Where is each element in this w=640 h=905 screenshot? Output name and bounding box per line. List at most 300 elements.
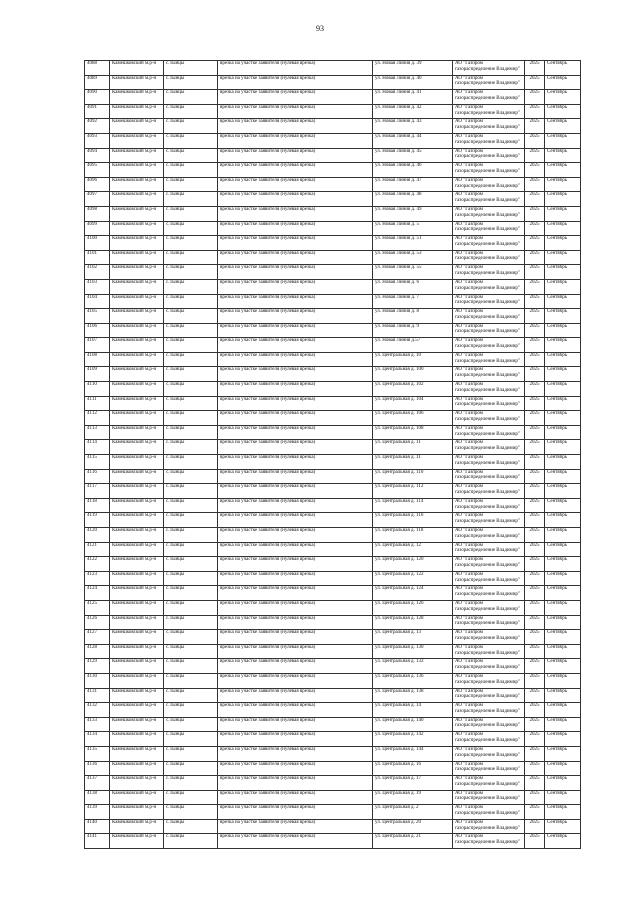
- row-number-cell: 4140: [85, 819, 110, 834]
- year-cell: 2025: [525, 133, 545, 148]
- address-cell: ул. Центральная д. 11: [373, 455, 453, 470]
- village-cell: с.Тынцы: [164, 382, 218, 397]
- district-cell: Камешковский м.р-н: [110, 498, 164, 513]
- month-cell: Сентябрь: [545, 600, 581, 615]
- address-cell: ул. Центральная д. 138: [373, 688, 453, 703]
- organization-cell: АО "Газпром газораспределение Владимир": [453, 294, 525, 309]
- table-row: [85, 396, 581, 411]
- address-cell: ул. Новая Линия д. 6: [373, 279, 453, 294]
- organization-cell: АО "Газпром газораспределение Владимир": [453, 703, 525, 718]
- address-cell: ул. Центральная д. 108: [373, 425, 453, 440]
- village-cell: с.Тынцы: [164, 513, 218, 528]
- village-cell: с.Тынцы: [164, 528, 218, 543]
- month-cell: Сентябрь: [545, 221, 581, 236]
- year-cell: 2025: [525, 411, 545, 426]
- year-cell: 2025: [525, 119, 545, 134]
- month-cell: Сентябрь: [545, 90, 581, 105]
- table-row: [85, 177, 581, 192]
- table-row: [85, 279, 581, 294]
- work-type-cell: врезка на участке заявителя (нулевая врезка): [218, 367, 373, 382]
- row-number-cell: 4127: [85, 630, 110, 645]
- row-number-cell: 4090: [85, 90, 110, 105]
- work-type-cell: врезка на участке заявителя (нулевая врезка): [218, 206, 373, 221]
- table-row: [85, 761, 581, 776]
- year-cell: 2025: [525, 90, 545, 105]
- year-cell: 2025: [525, 630, 545, 645]
- village-cell: с.Тынцы: [164, 586, 218, 601]
- address-cell: ул. Центральная д. 2: [373, 805, 453, 820]
- address-cell: ул. Центральная д. 128: [373, 615, 453, 630]
- village-cell: с.Тынцы: [164, 279, 218, 294]
- table-row: [85, 309, 581, 324]
- district-cell: Камешковский м.р-н: [110, 717, 164, 732]
- row-number-cell: 4123: [85, 571, 110, 586]
- month-cell: Сентябрь: [545, 484, 581, 499]
- table-row: [85, 484, 581, 499]
- month-cell: Сентябрь: [545, 557, 581, 572]
- month-cell: Сентябрь: [545, 206, 581, 221]
- table-row: [85, 61, 581, 76]
- year-cell: 2025: [525, 250, 545, 265]
- table-row: [85, 834, 581, 849]
- village-cell: с.Тынцы: [164, 644, 218, 659]
- year-cell: 2025: [525, 498, 545, 513]
- village-cell: с.Тынцы: [164, 790, 218, 805]
- table-row: [85, 513, 581, 528]
- organization-cell: АО "Газпром газораспределение Владимир": [453, 805, 525, 820]
- work-type-cell: врезка на участке заявителя (нулевая врезка): [218, 323, 373, 338]
- work-type-cell: врезка на участке заявителя (нулевая врезка): [218, 717, 373, 732]
- organization-cell: АО "Газпром газораспределение Владимир": [453, 746, 525, 761]
- month-cell: Сентябрь: [545, 119, 581, 134]
- organization-cell: АО "Газпром газораспределение Владимир": [453, 192, 525, 207]
- table-row: [85, 528, 581, 543]
- table-row: [85, 221, 581, 236]
- year-cell: 2025: [525, 528, 545, 543]
- row-number-cell: 4135: [85, 746, 110, 761]
- district-cell: Камешковский м.р-н: [110, 279, 164, 294]
- work-type-cell: врезка на участке заявителя (нулевая врезка): [218, 425, 373, 440]
- address-cell: ул. Центральная д. 12: [373, 542, 453, 557]
- year-cell: 2025: [525, 703, 545, 718]
- year-cell: 2025: [525, 761, 545, 776]
- organization-cell: АО "Газпром газораспределение Владимир": [453, 528, 525, 543]
- table-row: [85, 790, 581, 805]
- month-cell: Сентябрь: [545, 790, 581, 805]
- organization-cell: АО "Газпром газораспределение Владимир": [453, 630, 525, 645]
- year-cell: 2025: [525, 790, 545, 805]
- work-type-cell: врезка на участке заявителя (нулевая врезка): [218, 119, 373, 134]
- year-cell: 2025: [525, 367, 545, 382]
- month-cell: Сентябрь: [545, 61, 581, 76]
- address-cell: ул. Новая Линия д. 41: [373, 90, 453, 105]
- organization-cell: АО "Газпром газораспределение Владимир": [453, 279, 525, 294]
- row-number-cell: 4106: [85, 323, 110, 338]
- address-cell: ул. Центральная д. 110: [373, 469, 453, 484]
- month-cell: Сентябрь: [545, 688, 581, 703]
- address-cell: ул. Центральная д. 116: [373, 513, 453, 528]
- address-cell: ул. Центральная д. 19: [373, 790, 453, 805]
- district-cell: Камешковский м.р-н: [110, 75, 164, 90]
- district-cell: Камешковский м.р-н: [110, 440, 164, 455]
- table-row: [85, 659, 581, 674]
- organization-cell: АО "Газпром газораспределение Владимир": [453, 148, 525, 163]
- row-number-cell: 4108: [85, 352, 110, 367]
- month-cell: Сентябрь: [545, 528, 581, 543]
- row-number-cell: 4092: [85, 119, 110, 134]
- organization-cell: АО "Газпром газораспределение Владимир": [453, 659, 525, 674]
- address-cell: ул. Центральная д. 13: [373, 630, 453, 645]
- organization-cell: АО "Газпром газораспределение Владимир": [453, 265, 525, 280]
- month-cell: Сентябрь: [545, 250, 581, 265]
- year-cell: 2025: [525, 338, 545, 353]
- address-cell: ул. Центральная д. 140: [373, 717, 453, 732]
- address-cell: ул. Новая Линия д. 48: [373, 192, 453, 207]
- work-type-cell: врезка на участке заявителя (нулевая врезка): [218, 834, 373, 849]
- district-cell: Камешковский м.р-н: [110, 119, 164, 134]
- village-cell: с.Тынцы: [164, 338, 218, 353]
- address-cell: ул. Центральная д. 21: [373, 834, 453, 849]
- village-cell: с.Тынцы: [164, 703, 218, 718]
- district-cell: Камешковский м.р-н: [110, 557, 164, 572]
- work-type-cell: врезка на участке заявителя (нулевая врезка): [218, 513, 373, 528]
- village-cell: с.Тынцы: [164, 236, 218, 251]
- table-row: [85, 411, 581, 426]
- village-cell: с.Тынцы: [164, 746, 218, 761]
- village-cell: с.Тынцы: [164, 571, 218, 586]
- month-cell: Сентябрь: [545, 279, 581, 294]
- village-cell: с.Тынцы: [164, 673, 218, 688]
- address-cell: ул. Центральная д. 16: [373, 761, 453, 776]
- work-type-cell: врезка на участке заявителя (нулевая врезка): [218, 236, 373, 251]
- organization-cell: АО "Газпром газораспределение Владимир": [453, 75, 525, 90]
- organization-cell: АО "Газпром газораспределение Владимир": [453, 425, 525, 440]
- row-number-cell: 4091: [85, 104, 110, 119]
- month-cell: Сентябрь: [545, 309, 581, 324]
- month-cell: Сентябрь: [545, 192, 581, 207]
- organization-cell: АО "Газпром газораспределение Владимир": [453, 396, 525, 411]
- row-number-cell: 4094: [85, 148, 110, 163]
- address-cell: ул. Центральная д. 20: [373, 819, 453, 834]
- organization-cell: АО "Газпром газораспределение Владимир": [453, 469, 525, 484]
- village-cell: с.Тынцы: [164, 61, 218, 76]
- address-cell: ул. Новая Линия д. 42: [373, 104, 453, 119]
- row-number-cell: 4104: [85, 294, 110, 309]
- month-cell: Сентябрь: [545, 265, 581, 280]
- address-cell: ул. Центральная д. 10: [373, 352, 453, 367]
- work-type-cell: врезка на участке заявителя (нулевая врезка): [218, 528, 373, 543]
- district-cell: Камешковский м.р-н: [110, 367, 164, 382]
- row-number-cell: 4114: [85, 440, 110, 455]
- work-type-cell: врезка на участке заявителя (нулевая врезка): [218, 644, 373, 659]
- district-cell: Камешковский м.р-н: [110, 761, 164, 776]
- address-cell: ул. Новая Линия д. 51: [373, 236, 453, 251]
- district-cell: Камешковский м.р-н: [110, 294, 164, 309]
- year-cell: 2025: [525, 469, 545, 484]
- village-cell: с.Тынцы: [164, 265, 218, 280]
- organization-cell: АО "Газпром газораспределение Владимир": [453, 309, 525, 324]
- work-type-cell: врезка на участке заявителя (нулевая врезка): [218, 352, 373, 367]
- organization-cell: АО "Газпром газораспределение Владимир": [453, 177, 525, 192]
- row-number-cell: 4136: [85, 761, 110, 776]
- row-number-cell: 4093: [85, 133, 110, 148]
- month-cell: Сентябрь: [545, 367, 581, 382]
- address-cell: ул. Центральная д. 11: [373, 440, 453, 455]
- district-cell: Камешковский м.р-н: [110, 644, 164, 659]
- organization-cell: АО "Газпром газораспределение Владимир": [453, 688, 525, 703]
- work-type-cell: врезка на участке заявителя (нулевая врезка): [218, 177, 373, 192]
- district-cell: Камешковский м.р-н: [110, 571, 164, 586]
- row-number-cell: 4105: [85, 309, 110, 324]
- month-cell: Сентябрь: [545, 148, 581, 163]
- row-number-cell: 4101: [85, 250, 110, 265]
- organization-cell: АО "Газпром газораспределение Владимир": [453, 236, 525, 251]
- address-cell: ул. Центральная д. 124: [373, 586, 453, 601]
- district-cell: Камешковский м.р-н: [110, 819, 164, 834]
- address-cell: ул. Новая Линия д. 47: [373, 177, 453, 192]
- address-cell: ул. Центральная д. 114: [373, 498, 453, 513]
- row-number-cell: 4103: [85, 279, 110, 294]
- month-cell: Сентябрь: [545, 703, 581, 718]
- table-row: [85, 425, 581, 440]
- table-row: [85, 148, 581, 163]
- year-cell: 2025: [525, 557, 545, 572]
- address-cell: ул. Новая Линия д. 5: [373, 221, 453, 236]
- village-cell: с.Тынцы: [164, 250, 218, 265]
- work-type-cell: врезка на участке заявителя (нулевая врезка): [218, 688, 373, 703]
- village-cell: с.Тынцы: [164, 761, 218, 776]
- address-cell: ул. Центральная д. 120: [373, 557, 453, 572]
- row-number-cell: 4107: [85, 338, 110, 353]
- year-cell: 2025: [525, 542, 545, 557]
- organization-cell: АО "Газпром газораспределение Владимир": [453, 615, 525, 630]
- month-cell: Сентябрь: [545, 644, 581, 659]
- year-cell: 2025: [525, 221, 545, 236]
- district-cell: Камешковский м.р-н: [110, 513, 164, 528]
- month-cell: Сентябрь: [545, 294, 581, 309]
- village-cell: с.Тынцы: [164, 221, 218, 236]
- year-cell: 2025: [525, 104, 545, 119]
- row-number-cell: 4130: [85, 673, 110, 688]
- district-cell: Камешковский м.р-н: [110, 411, 164, 426]
- address-cell: ул. Центральная д. 104: [373, 396, 453, 411]
- table-row: [85, 688, 581, 703]
- year-cell: 2025: [525, 396, 545, 411]
- address-cell: ул. Новая Линия д. 39: [373, 61, 453, 76]
- village-cell: с.Тынцы: [164, 192, 218, 207]
- year-cell: 2025: [525, 673, 545, 688]
- address-cell: ул. Новая Линия д. 43: [373, 119, 453, 134]
- table-row: [85, 133, 581, 148]
- district-cell: Камешковский м.р-н: [110, 104, 164, 119]
- organization-cell: АО "Газпром газораспределение Владимир": [453, 119, 525, 134]
- table-row: [85, 673, 581, 688]
- district-cell: Камешковский м.р-н: [110, 309, 164, 324]
- district-cell: Камешковский м.р-н: [110, 425, 164, 440]
- month-cell: Сентябрь: [545, 382, 581, 397]
- village-cell: с.Тынцы: [164, 323, 218, 338]
- table-row: [85, 352, 581, 367]
- row-number-cell: 4128: [85, 644, 110, 659]
- gasification-schedule-table: [84, 60, 581, 849]
- month-cell: Сентябрь: [545, 75, 581, 90]
- table-row: [85, 498, 581, 513]
- address-cell: ул. Центральная д. 100: [373, 367, 453, 382]
- work-type-cell: врезка на участке заявителя (нулевая врезка): [218, 557, 373, 572]
- village-cell: с.Тынцы: [164, 163, 218, 178]
- district-cell: Камешковский м.р-н: [110, 469, 164, 484]
- year-cell: 2025: [525, 659, 545, 674]
- month-cell: Сентябрь: [545, 630, 581, 645]
- row-number-cell: 4111: [85, 396, 110, 411]
- village-cell: с.Тынцы: [164, 805, 218, 820]
- address-cell: ул. Центральная д. 17: [373, 776, 453, 791]
- table-row: [85, 250, 581, 265]
- row-number-cell: 4131: [85, 688, 110, 703]
- address-cell: ул. Новая Линия д. 40: [373, 75, 453, 90]
- organization-cell: АО "Газпром газораспределение Владимир": [453, 90, 525, 105]
- district-cell: Камешковский м.р-н: [110, 323, 164, 338]
- work-type-cell: врезка на участке заявителя (нулевая врезка): [218, 90, 373, 105]
- village-cell: с.Тынцы: [164, 455, 218, 470]
- table-row: [85, 600, 581, 615]
- row-number-cell: 4100: [85, 236, 110, 251]
- district-cell: Камешковский м.р-н: [110, 382, 164, 397]
- year-cell: 2025: [525, 425, 545, 440]
- organization-cell: АО "Газпром газораспределение Владимир": [453, 455, 525, 470]
- year-cell: 2025: [525, 236, 545, 251]
- table-row: [85, 805, 581, 820]
- village-cell: с.Тынцы: [164, 659, 218, 674]
- organization-cell: АО "Газпром газораспределение Владимир": [453, 542, 525, 557]
- address-cell: ул. Центральная д. 102: [373, 382, 453, 397]
- work-type-cell: врезка на участке заявителя (нулевая врезка): [218, 148, 373, 163]
- month-cell: Сентябрь: [545, 834, 581, 849]
- organization-cell: АО "Газпром газораспределение Владимир": [453, 250, 525, 265]
- district-cell: Камешковский м.р-н: [110, 484, 164, 499]
- village-cell: с.Тынцы: [164, 294, 218, 309]
- row-number-cell: 4098: [85, 206, 110, 221]
- village-cell: с.Тынцы: [164, 177, 218, 192]
- village-cell: с.Тынцы: [164, 688, 218, 703]
- year-cell: 2025: [525, 513, 545, 528]
- year-cell: 2025: [525, 148, 545, 163]
- row-number-cell: 4117: [85, 484, 110, 499]
- work-type-cell: врезка на участке заявителя (нулевая врезка): [218, 673, 373, 688]
- row-number-cell: 4132: [85, 703, 110, 718]
- district-cell: Камешковский м.р-н: [110, 732, 164, 747]
- month-cell: Сентябрь: [545, 177, 581, 192]
- work-type-cell: врезка на участке заявителя (нулевая врезка): [218, 498, 373, 513]
- organization-cell: АО "Газпром газораспределение Владимир": [453, 644, 525, 659]
- district-cell: Камешковский м.р-н: [110, 528, 164, 543]
- village-cell: с.Тынцы: [164, 396, 218, 411]
- work-type-cell: врезка на участке заявителя (нулевая врезка): [218, 455, 373, 470]
- month-cell: Сентябрь: [545, 352, 581, 367]
- table-row: [85, 630, 581, 645]
- district-cell: Камешковский м.р-н: [110, 90, 164, 105]
- month-cell: Сентябрь: [545, 440, 581, 455]
- address-cell: ул. Новая Линия д. 7: [373, 294, 453, 309]
- table-row: [85, 542, 581, 557]
- table-row: [85, 746, 581, 761]
- table-row: [85, 119, 581, 134]
- year-cell: 2025: [525, 440, 545, 455]
- district-cell: Камешковский м.р-н: [110, 163, 164, 178]
- village-cell: с.Тынцы: [164, 557, 218, 572]
- organization-cell: АО "Газпром газораспределение Владимир": [453, 104, 525, 119]
- year-cell: 2025: [525, 819, 545, 834]
- month-cell: Сентябрь: [545, 104, 581, 119]
- table-row: [85, 455, 581, 470]
- table-row: [85, 586, 581, 601]
- organization-cell: АО "Газпром газораспределение Владимир": [453, 732, 525, 747]
- table-row: [85, 90, 581, 105]
- village-cell: с.Тынцы: [164, 206, 218, 221]
- month-cell: Сентябрь: [545, 746, 581, 761]
- organization-cell: АО "Газпром газораспределение Владимир": [453, 163, 525, 178]
- table-row: [85, 732, 581, 747]
- row-number-cell: 4118: [85, 498, 110, 513]
- year-cell: 2025: [525, 571, 545, 586]
- village-cell: с.Тынцы: [164, 440, 218, 455]
- address-cell: ул. Центральная д. 136: [373, 673, 453, 688]
- row-number-cell: 4116: [85, 469, 110, 484]
- district-cell: Камешковский м.р-н: [110, 659, 164, 674]
- village-cell: с.Тынцы: [164, 425, 218, 440]
- village-cell: с.Тынцы: [164, 484, 218, 499]
- address-cell: ул. Новая Линия д. 55: [373, 265, 453, 280]
- organization-cell: АО "Газпром газораспределение Владимир": [453, 834, 525, 849]
- district-cell: Камешковский м.р-н: [110, 206, 164, 221]
- organization-cell: АО "Газпром газораспределение Владимир": [453, 498, 525, 513]
- village-cell: с.Тынцы: [164, 469, 218, 484]
- address-cell: ул. Центральная д. 130: [373, 644, 453, 659]
- work-type-cell: врезка на участке заявителя (нулевая врезка): [218, 104, 373, 119]
- village-cell: с.Тынцы: [164, 90, 218, 105]
- district-cell: Камешковский м.р-н: [110, 396, 164, 411]
- month-cell: Сентябрь: [545, 761, 581, 776]
- year-cell: 2025: [525, 75, 545, 90]
- table-row: [85, 163, 581, 178]
- district-cell: Камешковский м.р-н: [110, 805, 164, 820]
- district-cell: Камешковский м.р-н: [110, 236, 164, 251]
- village-cell: с.Тынцы: [164, 630, 218, 645]
- work-type-cell: врезка на участке заявителя (нулевая врезка): [218, 75, 373, 90]
- district-cell: Камешковский м.р-н: [110, 703, 164, 718]
- village-cell: с.Тынцы: [164, 104, 218, 119]
- row-number-cell: 4110: [85, 382, 110, 397]
- district-cell: Камешковский м.р-н: [110, 776, 164, 791]
- year-cell: 2025: [525, 688, 545, 703]
- work-type-cell: врезка на участке заявителя (нулевая врезка): [218, 163, 373, 178]
- month-cell: Сентябрь: [545, 338, 581, 353]
- address-cell: ул. Новая Линия д. 49: [373, 206, 453, 221]
- month-cell: Сентябрь: [545, 425, 581, 440]
- work-type-cell: врезка на участке заявителя (нулевая врезка): [218, 309, 373, 324]
- table-row: [85, 440, 581, 455]
- organization-cell: АО "Газпром газораспределение Владимир": [453, 513, 525, 528]
- work-type-cell: врезка на участке заявителя (нулевая врезка): [218, 250, 373, 265]
- row-number-cell: 4113: [85, 425, 110, 440]
- village-cell: с.Тынцы: [164, 309, 218, 324]
- month-cell: Сентябрь: [545, 469, 581, 484]
- month-cell: Сентябрь: [545, 323, 581, 338]
- district-cell: Камешковский м.р-н: [110, 600, 164, 615]
- table-row: [85, 469, 581, 484]
- work-type-cell: врезка на участке заявителя (нулевая врезка): [218, 761, 373, 776]
- month-cell: Сентябрь: [545, 498, 581, 513]
